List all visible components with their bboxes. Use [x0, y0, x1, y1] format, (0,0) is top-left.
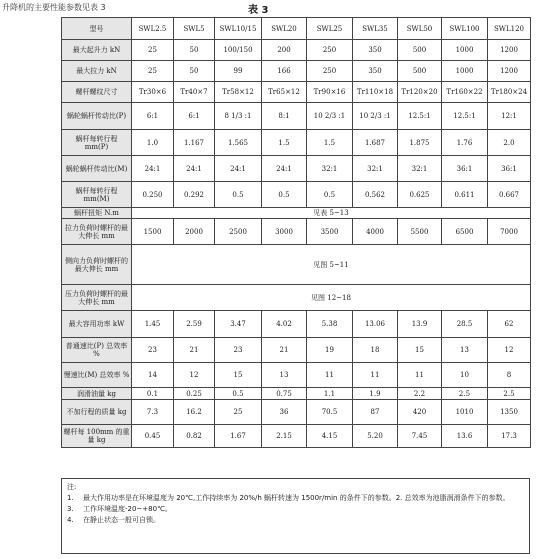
value-cell: 0.5	[307, 182, 353, 208]
value-cell: 2.0	[488, 130, 531, 156]
value-cell: 32:1	[398, 156, 442, 182]
table-row	[62, 130, 531, 156]
merged-cell: 见图 12~18	[132, 285, 531, 311]
value-cell: 11	[353, 363, 398, 388]
table-row	[62, 156, 531, 182]
table-row	[62, 285, 531, 311]
value-cell: 12	[488, 338, 531, 363]
value-cell: 7.3	[132, 400, 174, 425]
value-cell: 1.687	[353, 130, 398, 156]
value-cell: 0.250	[132, 182, 174, 208]
note-text: 工作环境温度-20~+80℃。	[83, 505, 172, 513]
value-cell: 1500	[132, 219, 174, 245]
value-cell: 17.3	[488, 425, 531, 448]
value-cell: 0.562	[353, 182, 398, 208]
value-cell: 2.15	[262, 425, 307, 448]
model-cell: SWL10/15	[215, 18, 262, 40]
value-cell: 420	[398, 400, 442, 425]
note-item	[67, 493, 524, 504]
value-cell: 8 1/3 :1	[215, 103, 262, 130]
value-cell: 24:1	[132, 156, 174, 182]
value-cell: Tr160×22	[442, 82, 488, 103]
value-cell: 70.5	[307, 400, 353, 425]
value-cell: 1.76	[442, 130, 488, 156]
table-row	[62, 103, 531, 130]
row-label: 蜗杆每转行程 mm(P)	[62, 130, 132, 156]
value-cell: 1.5	[262, 130, 307, 156]
value-cell: Tr58×12	[215, 82, 262, 103]
value-cell: 0.5	[215, 182, 262, 208]
value-cell: 11	[307, 363, 353, 388]
value-cell: 3.47	[215, 311, 262, 338]
row-label: 螺杆螺纹尺寸	[62, 82, 132, 103]
value-cell: 1000	[442, 61, 488, 82]
value-cell: 99	[215, 61, 262, 82]
value-cell: 0.82	[174, 425, 215, 448]
value-cell: 6:1	[174, 103, 215, 130]
value-cell: 200	[262, 40, 307, 61]
table-row	[62, 338, 531, 363]
note-number: 1.	[67, 494, 74, 502]
value-cell: 1.875	[398, 130, 442, 156]
value-cell: 25	[132, 61, 174, 82]
value-cell: 36:1	[442, 156, 488, 182]
value-cell: 0.75	[262, 388, 307, 400]
value-cell: 2.5	[488, 388, 531, 400]
value-cell: 2.59	[174, 311, 215, 338]
value-cell: 10 2/3 :1	[353, 103, 398, 130]
value-cell: 32:1	[307, 156, 353, 182]
table-row	[62, 363, 531, 388]
value-cell: Tr180×24	[488, 82, 531, 103]
value-cell: 23	[132, 338, 174, 363]
value-cell: 12:1	[488, 103, 531, 130]
value-cell: 21	[262, 338, 307, 363]
value-cell: 0.1	[132, 388, 174, 400]
value-cell: 250	[307, 61, 353, 82]
value-cell: 1.565	[215, 130, 262, 156]
value-cell: 12	[174, 363, 215, 388]
model-cell: SWL25	[307, 18, 353, 40]
value-cell: Tr40×7	[174, 82, 215, 103]
value-cell: 166	[262, 61, 307, 82]
row-label: 最大拉力 kN	[62, 61, 132, 82]
value-cell: 62	[488, 311, 531, 338]
model-cell: SWL2.5	[132, 18, 174, 40]
value-cell: 3500	[307, 219, 353, 245]
note-text: 在静止状态一般可自锁。	[83, 516, 160, 524]
value-cell: 250	[307, 40, 353, 61]
table-row	[62, 82, 531, 103]
model-cell: SWL100	[442, 18, 488, 40]
header	[0, 0, 548, 16]
model-cell: SWL50	[398, 18, 442, 40]
value-cell: 1010	[442, 400, 488, 425]
table-row	[62, 61, 531, 82]
value-cell: 100/150	[215, 40, 262, 61]
table-row	[62, 245, 531, 285]
value-cell: 1350	[488, 400, 531, 425]
value-cell: 1.67	[215, 425, 262, 448]
value-cell: Tr65×12	[262, 82, 307, 103]
note-item	[67, 515, 524, 526]
row-label: 普通速比(P) 总效率 %	[62, 338, 132, 363]
value-cell: 36	[262, 400, 307, 425]
value-cell: 500	[398, 61, 442, 82]
row-label: 不加行程的质量 kg	[62, 400, 132, 425]
value-cell: 18	[353, 338, 398, 363]
value-cell: 1200	[488, 61, 531, 82]
value-cell: 13.9	[398, 311, 442, 338]
value-cell: 6:1	[132, 103, 174, 130]
merged-cell: 见表 5~13	[132, 208, 531, 219]
value-cell: 3000	[262, 219, 307, 245]
value-cell: 13	[442, 338, 488, 363]
section-caption: 升降机的主要性能参数见表 3	[2, 3, 106, 12]
value-cell: 15	[398, 338, 442, 363]
value-cell: 2.2	[398, 388, 442, 400]
value-cell: 0.25	[174, 388, 215, 400]
value-cell: 10	[442, 363, 488, 388]
row-label: 最大容用功率 kW	[62, 311, 132, 338]
value-cell: 5500	[398, 219, 442, 245]
value-cell: 1.0	[132, 130, 174, 156]
row-label: 最大起升力 kN	[62, 40, 132, 61]
row-label: 拉力负荷时螺杆的最大伸长 mm	[62, 219, 132, 245]
table-row	[62, 182, 531, 208]
value-cell: 11	[398, 363, 442, 388]
value-cell: Tr120×20	[398, 82, 442, 103]
value-cell: 14	[132, 363, 174, 388]
value-cell: 24:1	[262, 156, 307, 182]
model-cell: SWL35	[353, 18, 398, 40]
value-cell: 28.5	[442, 311, 488, 338]
value-cell: 50	[174, 40, 215, 61]
value-cell: 1000	[442, 40, 488, 61]
value-cell: 32:1	[353, 156, 398, 182]
value-cell: 7.45	[398, 425, 442, 448]
value-cell: 0.5	[262, 182, 307, 208]
value-cell: 1200	[488, 40, 531, 61]
row-label: 蜗轮蜗杆传动比(P)	[62, 103, 132, 130]
row-label: 压力负荷时螺杆的最大伸长 mm	[62, 285, 132, 311]
value-cell: Tr30×6	[132, 82, 174, 103]
value-cell: 21	[174, 338, 215, 363]
value-cell: 8	[488, 363, 531, 388]
value-cell: 87	[353, 400, 398, 425]
table-row	[62, 311, 531, 338]
model-cell: SWL120	[488, 18, 531, 40]
note-item	[67, 504, 524, 515]
row-label: 蜗杆扭矩 N.m	[62, 208, 132, 219]
value-cell: 2.5	[442, 388, 488, 400]
value-cell: 1.5	[307, 130, 353, 156]
model-cell: SWL5	[174, 18, 215, 40]
spec-table	[61, 17, 531, 448]
notes-title: 注:	[67, 483, 77, 491]
value-cell: 10 2/3 :1	[307, 103, 353, 130]
value-cell: 2000	[174, 219, 215, 245]
header-row	[62, 18, 531, 40]
table-row	[62, 219, 531, 245]
row-label: 螺杆每 100mm 的重量 kg	[62, 425, 132, 448]
model-cell: SWL20	[262, 18, 307, 40]
value-cell: 23	[215, 338, 262, 363]
value-cell: 36:1	[488, 156, 531, 182]
value-cell: 15	[215, 363, 262, 388]
row-label: 润滑油量 kg	[62, 388, 132, 400]
value-cell: 5.20	[353, 425, 398, 448]
table-row	[62, 208, 531, 219]
value-cell: 0.5	[215, 388, 262, 400]
value-cell: 0.292	[174, 182, 215, 208]
value-cell: Tr110×18	[353, 82, 398, 103]
value-cell: 13.06	[353, 311, 398, 338]
value-cell: 1.1	[307, 388, 353, 400]
value-cell: 1.167	[174, 130, 215, 156]
value-cell: 25	[132, 40, 174, 61]
value-cell: 6500	[442, 219, 488, 245]
value-cell: 1.45	[132, 311, 174, 338]
value-cell: 4000	[353, 219, 398, 245]
table-row	[62, 388, 531, 400]
value-cell: 16.2	[174, 400, 215, 425]
value-cell: 13	[262, 363, 307, 388]
value-cell: 0.667	[488, 182, 531, 208]
value-cell: 500	[398, 40, 442, 61]
value-cell: 13.6	[442, 425, 488, 448]
value-cell: Tr90×16	[307, 82, 353, 103]
merged-cell: 见图 5~11	[132, 245, 531, 285]
value-cell: 12.5:1	[442, 103, 488, 130]
value-cell: 24:1	[215, 156, 262, 182]
corner-cell: 型号	[62, 18, 132, 40]
value-cell: 2500	[215, 219, 262, 245]
note-number: 3.	[67, 505, 74, 513]
value-cell: 50	[174, 61, 215, 82]
note-text: 最大作用功率是在环境温度为 20℃,工作持续率为 20%/h 蜗杆转速为 1500r/min 的条件下的参数。2. 总效率为池脂润滑条件下的参数。	[83, 494, 510, 502]
table-row	[62, 425, 531, 448]
row-label: 蜗杆每转行程 mm(M)	[62, 182, 132, 208]
table-row	[62, 40, 531, 61]
row-label: 慢速比(M) 总效率 %	[62, 363, 132, 388]
value-cell: 0.611	[442, 182, 488, 208]
notes-box	[61, 478, 530, 554]
note-number: 4.	[67, 516, 74, 524]
value-cell: 19	[307, 338, 353, 363]
table-title: 表 3	[248, 5, 269, 16]
value-cell: 4.02	[262, 311, 307, 338]
value-cell: 7000	[488, 219, 531, 245]
row-label: 蜗轮蜗杆传动比(M)	[62, 156, 132, 182]
row-label: 侧向力负荷时螺杆的最大伸长 mm	[62, 245, 132, 285]
value-cell: 0.45	[132, 425, 174, 448]
value-cell: 350	[353, 61, 398, 82]
value-cell: 0.625	[398, 182, 442, 208]
value-cell: 24:1	[174, 156, 215, 182]
value-cell: 1.9	[353, 388, 398, 400]
value-cell: 25	[215, 400, 262, 425]
value-cell: 4.15	[307, 425, 353, 448]
value-cell: 12.5:1	[398, 103, 442, 130]
table-row	[62, 400, 531, 425]
value-cell: 5.38	[307, 311, 353, 338]
value-cell: 8:1	[262, 103, 307, 130]
value-cell: 350	[353, 40, 398, 61]
